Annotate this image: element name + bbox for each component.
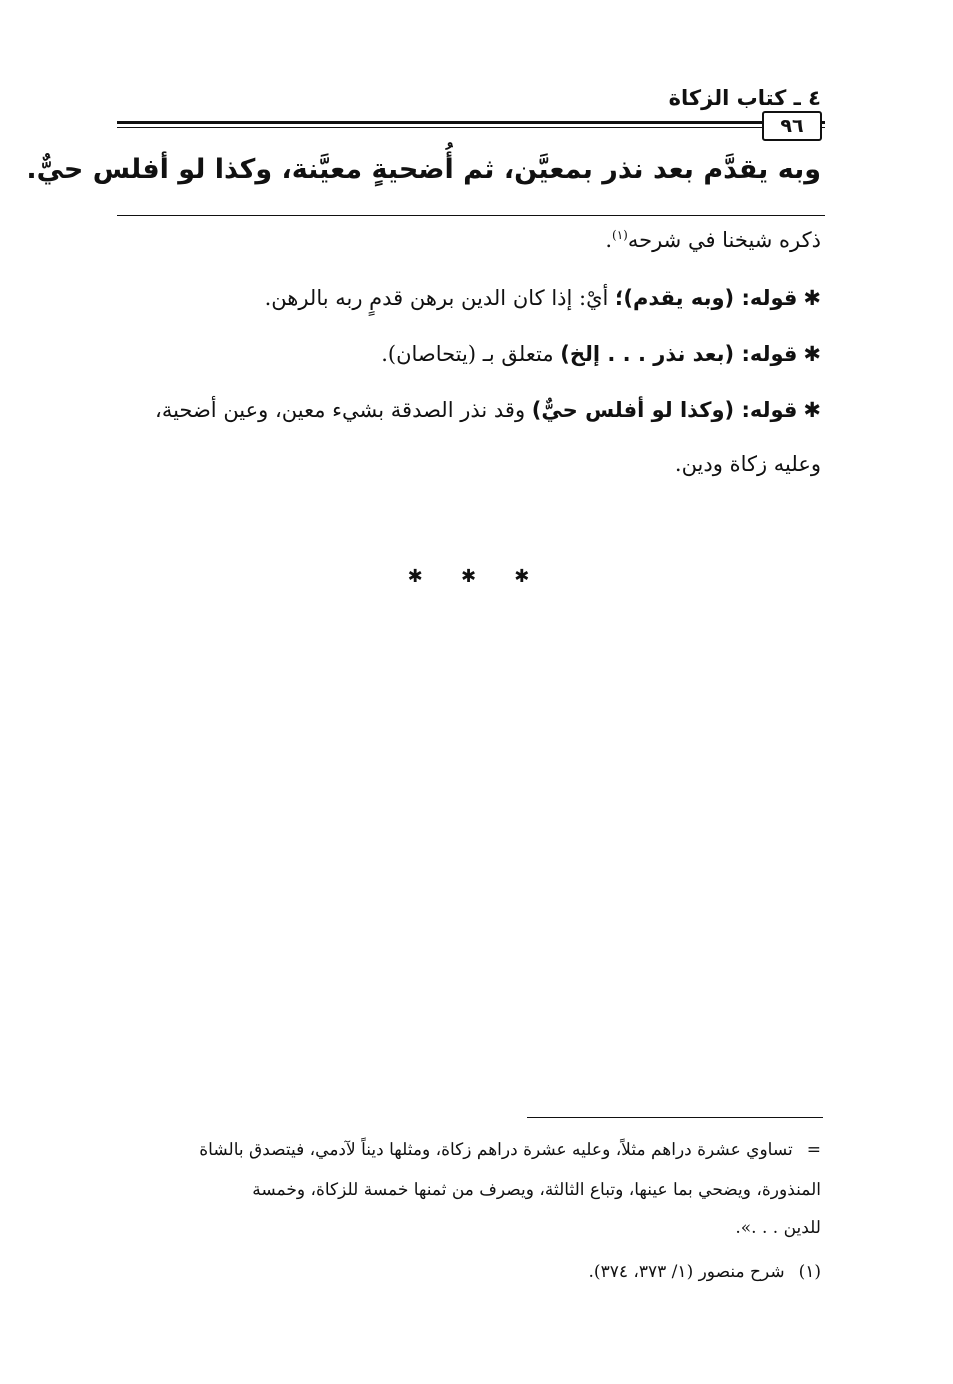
matn-divider — [117, 215, 825, 216]
footnote-continuation-line-3 — [735, 1218, 821, 1238]
paragraph-end: . — [605, 228, 613, 252]
commentary-paragraph-3 — [381, 342, 821, 366]
quote-label: قوله: (بعد نذر . . . إلخ) — [560, 342, 798, 366]
commentary-paragraph-4 — [155, 398, 821, 422]
commentary-paragraph-4-continued — [675, 452, 821, 476]
footnote-reference: (١) — [612, 228, 628, 242]
section-separator: ✱ ✱ ✱ — [407, 566, 546, 587]
header-rule-thick — [117, 121, 825, 124]
paragraph-text: أيْ: إذا كان الدين برهن قدمٍ ربه بالرهن. — [264, 286, 616, 310]
commentary-paragraph-1 — [605, 228, 821, 252]
quote-label: قوله: (وكذا لو أفلس حيٌّ) — [531, 398, 798, 422]
paragraph-text: وعليه زكاة ودين. — [674, 452, 821, 476]
header-rule-thin — [117, 127, 825, 128]
asterisk-bullet-icon: ✱ — [803, 342, 821, 366]
continuation-mark: = — [806, 1140, 821, 1160]
asterisk-bullet-icon: ✱ — [803, 398, 821, 422]
chapter-title: ٤ ـ كتاب الزكاة — [668, 86, 821, 110]
footnote-1 — [589, 1262, 821, 1282]
paragraph-text: وقد نذر الصدقة بشيء معين، وعين أضحية، — [155, 398, 532, 422]
paragraph-text: ذكره شيخنا في شرحه — [627, 228, 821, 252]
footnote-divider — [527, 1117, 823, 1118]
footnote-text: شرح منصور (١/ ٣٧٣، ٣٧٤). — [588, 1262, 785, 1282]
paragraph-text: متعلق بـ (يتحاصان). — [381, 342, 561, 366]
page-number: ٩٦ — [762, 111, 822, 141]
quote-label: قوله: (وبه يقدم)؛ — [615, 286, 798, 310]
footnote-continuation-line-2 — [252, 1180, 821, 1200]
footnote-text: للدين . . .». — [735, 1218, 821, 1238]
footnote-text: تساوي عشرة دراهم مثلاً، وعليه عشرة دراهم زكاة، ومثلها ديناً لآدمي، فيتصدق بالشاة — [199, 1140, 793, 1160]
commentary-paragraph-2 — [265, 286, 821, 310]
footnote-number: (١) — [798, 1262, 821, 1282]
matn-text: وبه يقدَّم بعد نذر بمعيَّن، ثم أُضحيةٍ معيَّنة، وكذا لو أفلس حيٌّ. — [26, 154, 821, 185]
footnote-continuation-line-1 — [199, 1140, 821, 1160]
footnote-text: المنذورة، ويضحي بما عينها، وتباع الثالثة، ويصرف من ثمنها خمسة للزكاة، وخمسة — [252, 1180, 821, 1200]
asterisk-bullet-icon: ✱ — [803, 286, 821, 310]
